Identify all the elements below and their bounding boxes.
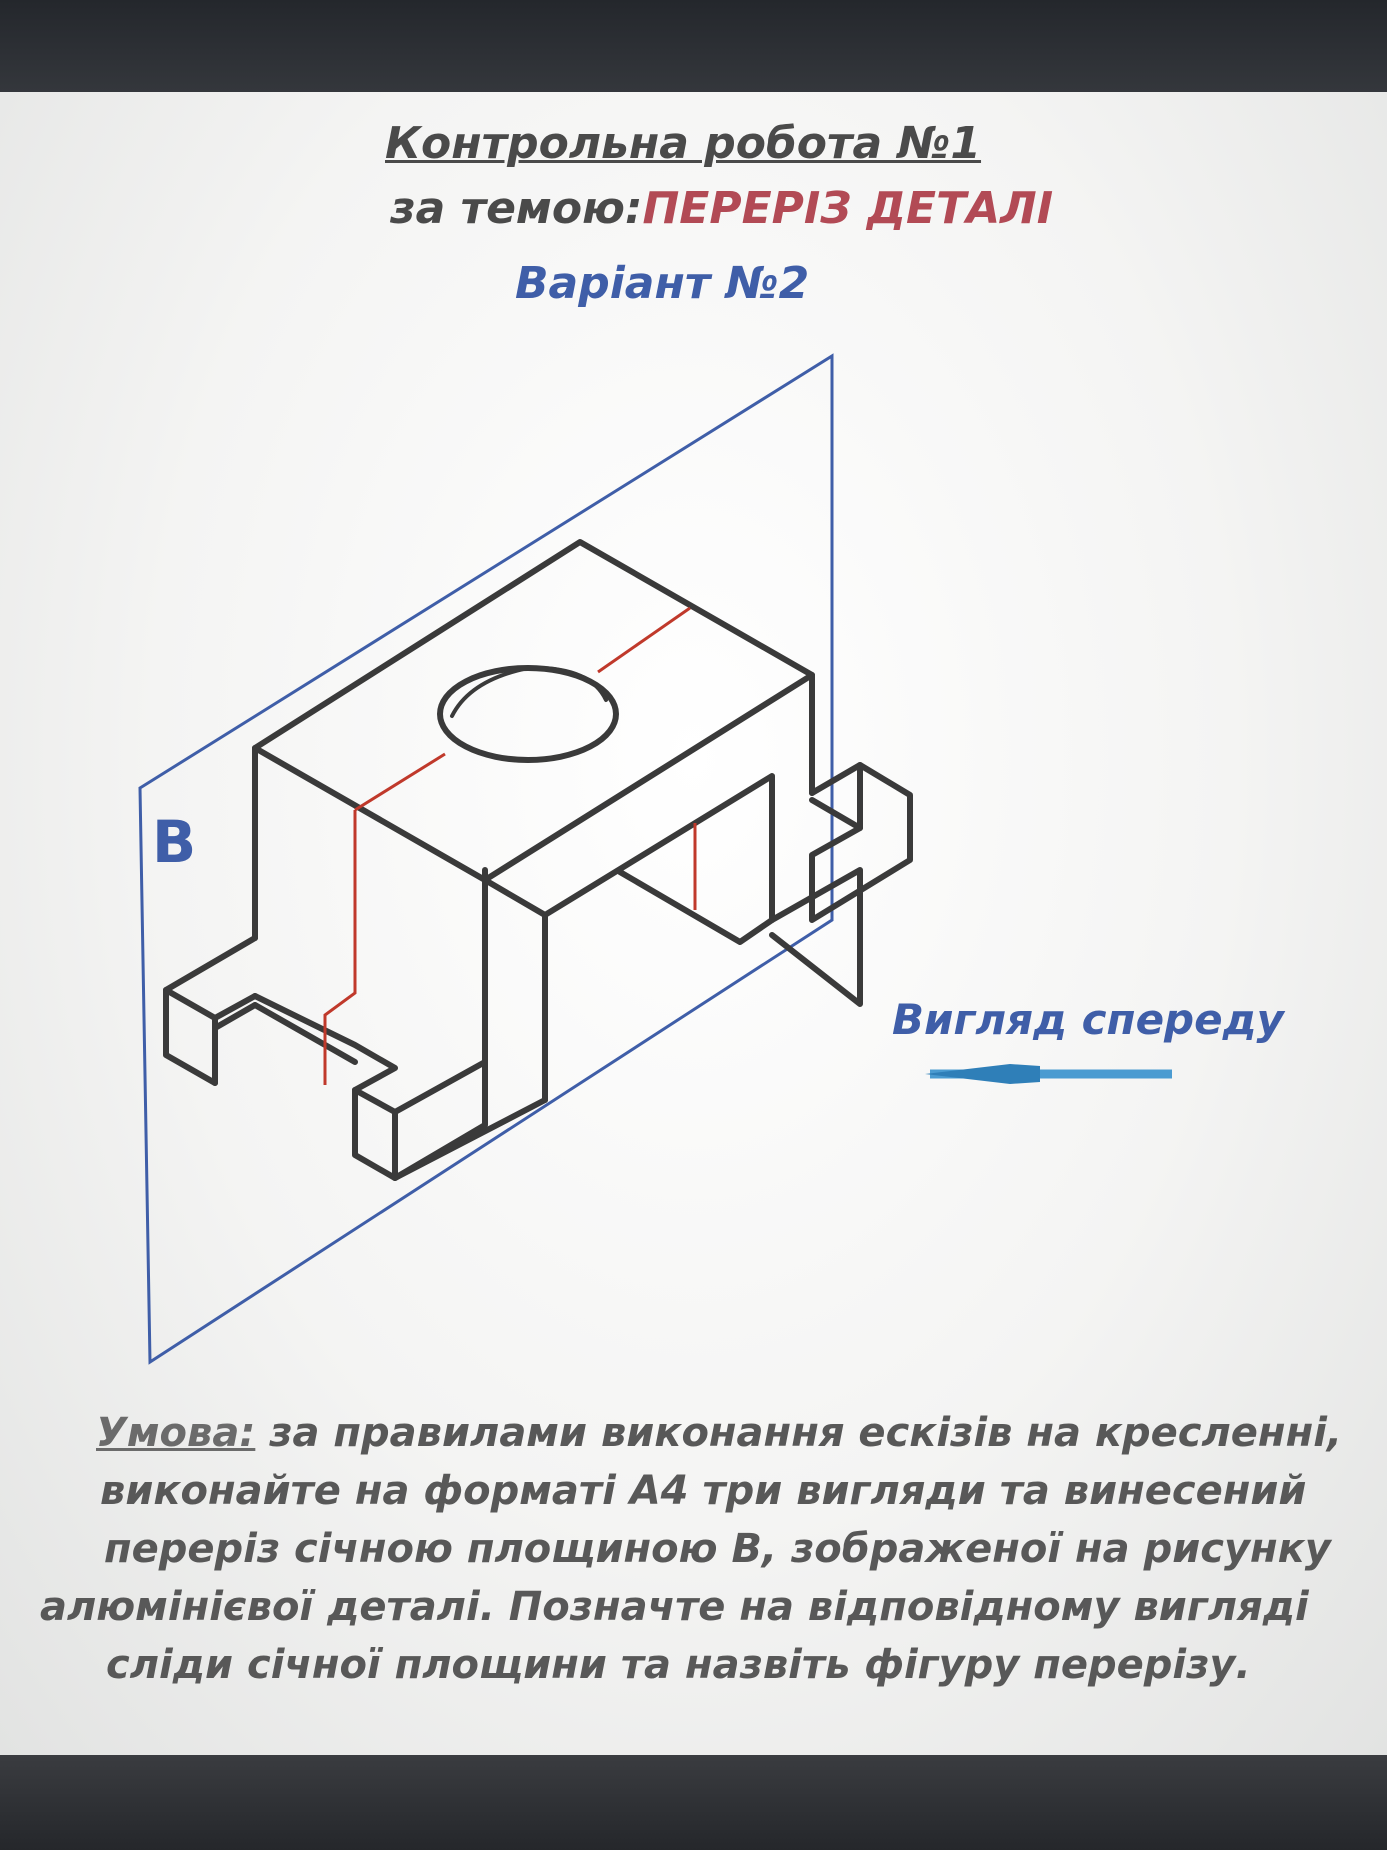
condition-line-1: Умова: за правилами виконання ескізів на кресленні, — [96, 1410, 1343, 1456]
variant-label: Варіант №2 — [515, 258, 810, 309]
topic-title: ПЕРЕРІЗ ДЕТАЛІ — [642, 183, 1054, 234]
condition-label: Умова: — [96, 1410, 256, 1456]
part-outline — [166, 542, 910, 1178]
task-condition — [40, 1404, 1360, 1694]
view-direction-arrow — [925, 1064, 1172, 1084]
plane-letter-b: B — [152, 808, 197, 876]
topic-prefix: за темою: — [390, 183, 643, 234]
condition-line-5: сліди січної площини та назвіть фігуру перерізу. — [106, 1642, 1251, 1688]
condition-line-3: переріз січною площиною В, зображеної на рисунку — [104, 1526, 1331, 1572]
view-direction-label: Вигляд спереду — [892, 995, 1284, 1044]
page-title: Контрольна робота №1 — [385, 118, 982, 169]
section-trace — [325, 608, 695, 1085]
condition-line-2: виконайте на форматі А4 три вигляди та винесений — [100, 1468, 1307, 1514]
cutting-plane-b — [140, 356, 832, 1362]
condition-line-4: алюмінієвої деталі. Позначте на відповідному вигляді — [40, 1584, 1309, 1630]
